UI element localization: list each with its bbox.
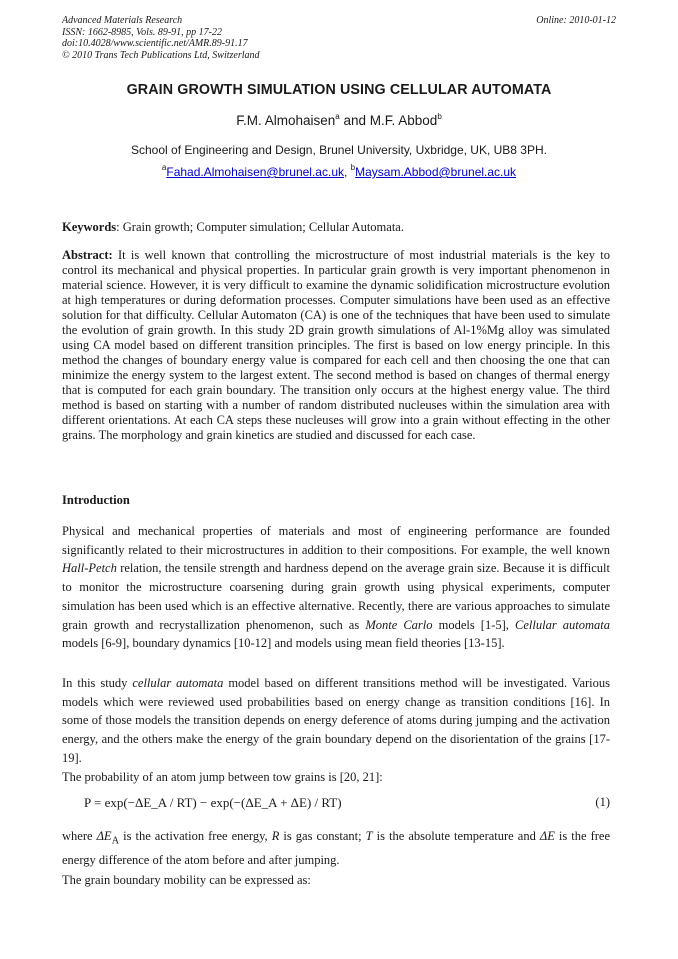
equation (84, 795, 342, 811)
affiliation: School of Engineering and Design, Brunel University, Uxbridge, UK, UB8 3PH. (131, 143, 547, 157)
paragraph (62, 522, 610, 653)
paragraph (62, 827, 610, 870)
italic-term: cellular automata (132, 676, 224, 690)
italic-term: ΔE (539, 829, 555, 843)
email-link-2[interactable]: Maysam.Abbod@brunel.ac.uk (355, 165, 517, 179)
italic-term: T (365, 829, 373, 843)
keywords-text: : Grain growth; Computer simulation; Cellular Automata. (116, 220, 404, 234)
italic-term: Cellular automata (515, 617, 610, 632)
abstract (62, 248, 610, 443)
paragraph-text: In this study (62, 676, 133, 690)
email-1-marker: a (161, 163, 167, 172)
online-date: Online: 2010-01-12 (536, 15, 616, 26)
email-list (0, 163, 678, 179)
italic-term: Hall-Petch (62, 561, 117, 576)
author-1: F.M. Almohaisen (236, 113, 336, 128)
paragraph: The grain boundary mobility can be expressed as: (62, 873, 311, 887)
section-heading: Introduction (62, 493, 130, 507)
issn-line: ISSN: 1662-8985, Vols. 89-91, pp 17-22 (62, 26, 222, 38)
email-separator: , (344, 165, 351, 179)
paragraph (62, 674, 610, 768)
paragraph-text: model based on different transitions method will be investigated. Various models which were reviewed used probabilities based on energy change as transition conditions [16]. In some of those models the transition depends on energy deference of atoms during jumping and the activation energy, and the others make the energy of the grain boundary depend on the disorientation of the grains [17-19]. (62, 676, 610, 765)
email-link-1[interactable]: Fahad.Almohaisen@brunel.ac.uk (166, 165, 344, 179)
paragraph-text: is gas constant; (279, 829, 366, 843)
italic-term: R (271, 829, 280, 843)
subscript: A (111, 835, 120, 847)
abstract-label: Abstract: (62, 248, 113, 262)
paragraph-text: is the activation free energy, (119, 829, 272, 843)
author-2-marker: b (437, 112, 442, 121)
copyright-line: © 2010 Trans Tech Publications Ltd, Switzerland (62, 49, 260, 61)
author-1-marker: a (335, 112, 340, 121)
paragraph-text: where (62, 829, 97, 843)
equation-text: P = exp(−ΔE_A / RT) − exp(−(ΔE_A + ΔE) / RT) (84, 795, 342, 810)
keywords-label: Keywords (62, 220, 117, 234)
author-list (0, 112, 678, 128)
italic-term: ΔE (96, 829, 112, 843)
paragraph-text: models [6-9], boundary dynamics [10-12] and models using mean field theories [13-15]. (62, 636, 505, 651)
journal-name: Advanced Materials Research (62, 15, 183, 26)
abstract-text: It is well known that controlling the microstructure of most industrial materials is the key to control its mechanical and physical properties. In particular grain growth is very important phenomenon in material science. However, it is very difficult to examine the dynamic solidification microstructure evolution at high temperatures or during deformation processes. Computer simulations have been used as an effective solution for that difficulty. Cellular Automaton (CA) is one of the techniques that have been used to simulate the evolution of grain growth. In this study 2D grain growth simulations of Al-1%Mg alloy was simulated using CA model based on different transition principles. The first is based on low energy principle. In this method the changes of boundary energy value is compared for each cell and then choosing the one that can minimize the energy system to the largest extent. The second method is based on changes of thermal energy that is computed for each grain boundary. The transition only occurs at the highest energy value. The third method is based on starting with a number of random distributed nucleuses within the simulation area with different orientations. At each CA steps these nucleuses will grow into a grain without effecting in the other grains. The morphology and grain kinetics are studied and discussed for each case. (62, 248, 610, 442)
email-2-marker: b (350, 163, 356, 172)
italic-term: Monte Carlo (365, 617, 433, 632)
paragraph-text: Physical and mechanical properties of materials and most of engineering performance are founded significantly related to their microstructures in addition to their compositions. For example, the well known (62, 524, 610, 557)
journal-header (62, 15, 260, 61)
author-2: M.F. Abbod (369, 113, 438, 128)
paper-title: GRAIN GROWTH SIMULATION USING CELLULAR AUTOMATA (126, 82, 552, 98)
paragraph: The probability of an atom jump between tow grains is [20, 21]: (62, 770, 383, 784)
paragraph-text: is the free energy difference of the atom before and after jumping. (62, 829, 610, 868)
paragraph-text: models [1-5], (432, 617, 516, 632)
paragraph-text: relation, the tensile strength and hardness depend on the average grain size. Because it is difficult to monitor the microstructure coarsening during grain growth using physical experiments, computer simulation has been used which is an effective alternative. Recently, there are various approaches to simulate grain growth and recrystallization phenomenon, such as (62, 561, 610, 632)
equation-number: (1) (595, 795, 610, 809)
doi-line: doi:10.4028/www.scientific.net/AMR.89-91.17 (62, 38, 248, 49)
paragraph-text: is the absolute temperature and (372, 829, 540, 843)
keywords (62, 220, 610, 235)
author-conjunction: and (339, 113, 370, 128)
